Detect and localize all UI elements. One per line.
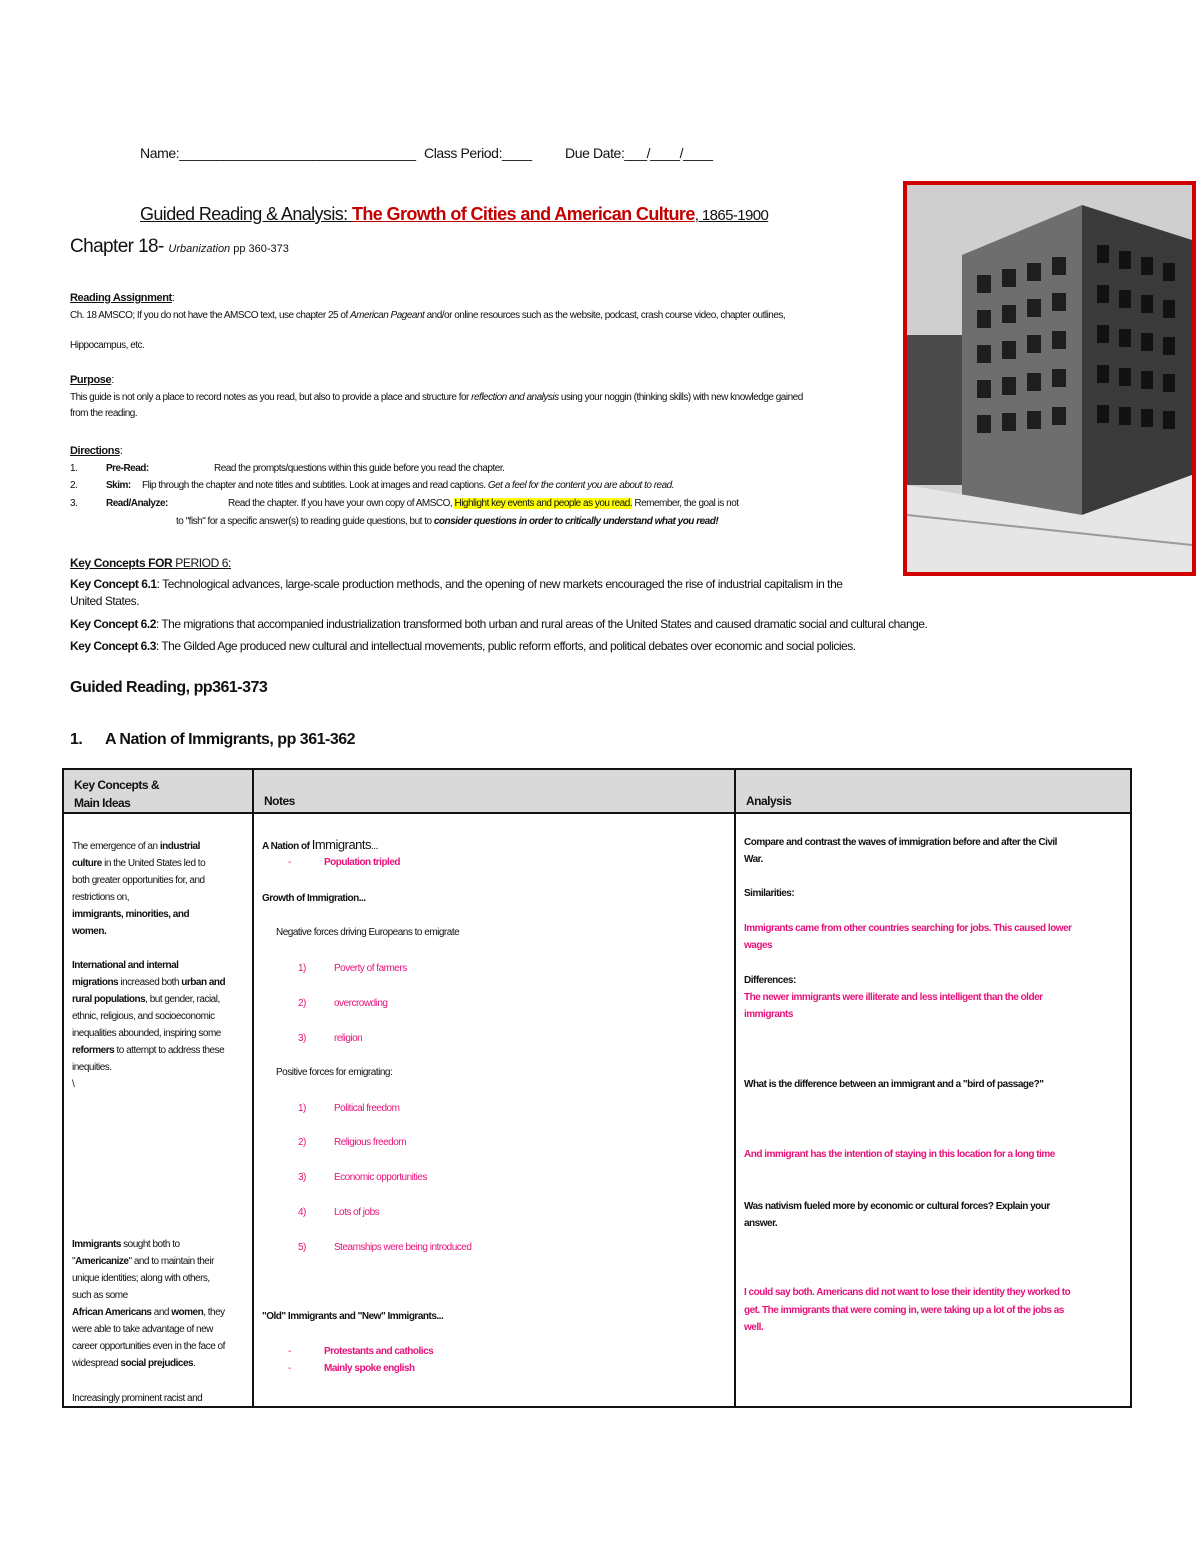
text: Economic opportunities (334, 1172, 427, 1183)
col-analysis-header (735, 769, 1131, 813)
direction-label: Pre-Read: (106, 463, 149, 474)
key-concept-3-text: : The Gilded Age produced new cultural and intellectual movements, public reform efforts, and political debates over economic and social policies. (155, 639, 856, 653)
notes-heading-1 (262, 836, 378, 855)
key-concepts-cell (63, 813, 253, 1407)
num: 3) (298, 1172, 306, 1183)
direction-text-bold-italic: consider questions in order to critically understand what you read! (433, 516, 719, 527)
similarities-answer-1: Immigrants came from other countries searching for jobs. This caused lower (744, 923, 1072, 934)
purpose-line-2: from the reading. (70, 408, 138, 419)
direction-text-c: Remember, the goal is not (632, 498, 739, 509)
text: reformers (72, 1045, 115, 1056)
direction-item-3-line-2 (176, 515, 718, 529)
key-concept-1-line-2: United States. (70, 594, 140, 608)
notes-heading-3: "Old" Immigrants and "New" Immigrants... (262, 1311, 444, 1322)
positive-force-item (298, 1204, 379, 1221)
reading-line1-a: Ch. 18 AMSCO; If you do not have the AMSCO text, use chapter 25 of (70, 310, 351, 321)
text: , they (203, 1307, 225, 1318)
question-3-answer-1: I could say both. Americans did not want to lose their identity they worked to (744, 1287, 1071, 1298)
text: women. (72, 926, 107, 937)
purpose-line1-a: This guide is not only a place to record notes as you read, but also to provide a place and structure for (70, 392, 472, 403)
text: in the United States led to (101, 858, 206, 869)
text: religion (334, 1033, 363, 1044)
direction-num: 1. (70, 463, 78, 474)
col-key-concepts-header (63, 769, 253, 813)
notes-item (288, 1343, 433, 1360)
directions-colon: : (119, 445, 123, 457)
key-concept-3-label: Key Concept 6.3 (70, 639, 156, 653)
notes-table (62, 768, 1132, 1408)
direction-num: 3. (70, 498, 78, 509)
text: overcrowding (334, 998, 388, 1009)
text: and (151, 1307, 172, 1318)
text: Poverty of farmers (334, 963, 407, 974)
text: inequities. (72, 1062, 112, 1073)
num: 1) (298, 1103, 306, 1114)
concept-block-4: Increasingly prominent racist and (72, 1393, 203, 1404)
text: Americanize (75, 1256, 129, 1267)
text: Lots of jobs (334, 1207, 380, 1218)
positive-force-item (298, 1239, 471, 1256)
col-3-header: Analysis (746, 794, 792, 808)
dash: - (288, 857, 291, 868)
text: " (72, 1256, 76, 1267)
question-1-line-1: Compare and contrast the waves of immigration before and after the Civil (744, 837, 1057, 848)
section-1-heading (70, 731, 355, 749)
notes-item (288, 854, 400, 871)
purpose-heading-text: Purpose (70, 374, 112, 386)
direction-highlight: Highlight key events and people as you read. (454, 498, 633, 509)
reading-colon: : (171, 292, 175, 304)
text: Mainly spoke english (324, 1363, 415, 1374)
direction-label: Read/Analyze: (106, 498, 168, 509)
negative-forces-label: Negative forces driving Europeans to emigrate (276, 927, 460, 938)
text: The emergence of an (72, 841, 160, 852)
title-red: The Growth of Cities and American Culture (351, 204, 695, 224)
text: Immigrants (311, 837, 372, 852)
key-concept-2-label: Key Concept 6.2 (70, 617, 156, 631)
title-prefix: Guided Reading & Analysis: (140, 204, 352, 224)
reading-heading (70, 292, 174, 304)
text: culture (72, 858, 102, 869)
purpose-colon: : (111, 374, 114, 386)
directions-heading (70, 445, 122, 457)
chapter-pages: pp 360-373 (230, 243, 289, 255)
text: women (171, 1307, 204, 1318)
question-3-answer-2: get. The immigrants that were coming in, were taking up a lot of the jobs as (744, 1305, 1064, 1316)
text: \ (72, 1079, 75, 1090)
direction-text: Flip through the chapter and note titles and subtitles. Look at images and read captions. (142, 480, 488, 491)
section-1-num: 1. (70, 731, 83, 748)
analysis-cell (735, 813, 1131, 1407)
directions-heading-text: Directions (70, 445, 120, 457)
num: 5) (298, 1242, 306, 1253)
text: Political freedom (334, 1103, 400, 1114)
chapter-label: Chapter 18- (70, 236, 169, 257)
reading-line-1 (70, 309, 785, 323)
key-concepts-heading (70, 556, 231, 570)
similarities-answer-2: wages (744, 940, 773, 951)
num: 2) (298, 998, 306, 1009)
direction-text: to "fish" for a specific answer(s) to reading guide questions, but to (176, 516, 434, 527)
direction-label: Skim: (106, 480, 131, 491)
question-1-line-2: War. (744, 854, 763, 865)
text: ethnic, religious, and socioeconomic (72, 1011, 215, 1022)
building-photo (903, 181, 1196, 576)
notes-cell (253, 813, 735, 1407)
text: increased both (118, 977, 182, 988)
text: , but gender, racial, (145, 994, 220, 1005)
concept-block-2 (72, 957, 248, 1093)
direction-item-2 (70, 479, 674, 493)
num: 3) (298, 1033, 306, 1044)
direction-item-3 (70, 497, 739, 511)
col-2-header: Notes (264, 794, 295, 808)
text: widespread (72, 1358, 121, 1369)
text: immigrants, minorities, and (72, 909, 190, 920)
text: both greater opportunities for, and (72, 875, 205, 886)
text: career opportunities even in the face of (72, 1341, 225, 1352)
name-field: Name:________________________________ (140, 145, 416, 161)
key-concept-2-text: : The migrations that accompanied industrialization transformed both urban and rural areas of the United States and caused dramatic social and cultural change. (155, 617, 928, 631)
text: " and to maintain their (128, 1256, 214, 1267)
negative-force-item (298, 995, 387, 1012)
chapter-sub: Urbanization (168, 243, 231, 255)
similarities-label: Similarities: (744, 888, 795, 899)
concept-block-1 (72, 838, 248, 940)
direction-text-italic: Get a feel for the content you are about to read. (487, 480, 675, 491)
negative-force-item (298, 960, 407, 977)
question-2: What is the difference between an immigrant and a "bird of passage?" (744, 1079, 1044, 1090)
col-notes-header (253, 769, 735, 813)
text: Population tripled (324, 857, 400, 868)
text: Protestants and catholics (324, 1346, 434, 1357)
positive-forces-label: Positive forces for emigrating: (276, 1067, 393, 1078)
purpose-line1-c: using your noggin (thinking skills) with new knowledge gained (558, 392, 803, 403)
key-concept-1 (70, 574, 910, 594)
num: 2) (298, 1137, 306, 1148)
guided-reading-heading: Guided Reading, pp361-373 (70, 679, 268, 696)
question-3-line-1: Was nativism fueled more by economic or cultural forces? Explain your (744, 1201, 1050, 1212)
due-date-field: Due Date:___/____/____ (565, 145, 713, 161)
text: urban and (181, 977, 226, 988)
notes-heading-2: Growth of Immigration... (262, 893, 366, 904)
text: to attempt to address these (114, 1045, 225, 1056)
positive-force-item (298, 1169, 427, 1186)
building-icon (907, 185, 1192, 572)
text: social prejudices (120, 1358, 194, 1369)
text: migrations (72, 977, 119, 988)
text: Immigrants (72, 1239, 121, 1250)
reading-line1-b: American Pageant (350, 310, 425, 321)
text: restrictions on, (72, 892, 130, 903)
dash: - (288, 1346, 291, 1357)
question-3-answer-3: well. (744, 1322, 764, 1333)
dash: - (288, 1363, 291, 1374)
differences-label: Differences: (744, 975, 796, 986)
col-1-header-line-1: Key Concepts & (74, 778, 160, 792)
differences-answer-1: The newer immigrants were illiterate and less intelligent than the older (744, 992, 1043, 1003)
key-concept-1-text: : Technological advances, large-scale production methods, and the opening of new markets encouraged the rise of industrial capitalism in the (156, 577, 843, 591)
num: 1) (298, 963, 306, 974)
reading-line1-c: and/or online resources such as the website, podcast, crash course video, chapter outlines, (424, 310, 786, 321)
direction-text: Read the chapter. If you have your own copy of AMSCO, (228, 498, 455, 509)
purpose-line-1 (70, 391, 803, 405)
text: A Nation of (262, 841, 312, 852)
purpose-heading (70, 374, 114, 386)
text: . (193, 1358, 196, 1369)
key-concepts-heading-b: PERIOD 6: (172, 556, 231, 570)
key-concept-3 (70, 639, 856, 653)
text: rural populations (72, 994, 146, 1005)
key-concept-1-label: Key Concept 6.1 (70, 577, 157, 591)
num: 4) (298, 1207, 306, 1218)
text: Steamships were being introduced (334, 1242, 472, 1253)
text: inequalities abounded, inspiring some (72, 1028, 221, 1039)
direction-num: 2. (70, 480, 78, 491)
text: unique identities; along with others, (72, 1273, 210, 1284)
text: industrial (159, 841, 200, 852)
text: ... (371, 841, 378, 852)
notes-item (288, 1360, 415, 1377)
direction-text: Read the prompts/questions within this guide before you read the chapter. (214, 463, 505, 474)
positive-force-item (298, 1134, 406, 1151)
question-3-line-2: answer. (744, 1218, 778, 1229)
chapter-heading (70, 236, 289, 258)
text: African Americans (72, 1307, 152, 1318)
text: International and internal (72, 960, 179, 971)
negative-force-item (298, 1030, 362, 1047)
text: were able to take advantage of new (72, 1324, 213, 1335)
purpose-line1-b: reflection and analysis (471, 392, 559, 403)
reading-heading-text: Reading Assignment (70, 292, 172, 304)
differences-answer-2: immigrants (744, 1009, 793, 1020)
section-1-title: A Nation of Immigrants, pp 361-362 (105, 731, 356, 748)
direction-item-1 (70, 462, 504, 476)
reading-line-2: Hippocampus, etc. (70, 340, 145, 351)
text: sought both to (120, 1239, 180, 1250)
key-concepts-heading-a: Key Concepts FOR (70, 556, 173, 570)
text: such as some (72, 1290, 128, 1301)
page-title (140, 204, 768, 225)
title-suffix: , 1865-1900 (694, 207, 769, 224)
concept-block-3 (72, 1236, 248, 1372)
class-period-field: Class Period:____ (424, 145, 532, 161)
positive-force-item (298, 1100, 399, 1117)
key-concept-2 (70, 617, 927, 631)
question-2-answer: And immigrant has the intention of staying in this location for a long time (744, 1149, 1055, 1160)
col-1-header-line-2: Main Ideas (74, 796, 131, 810)
text: Religious freedom (334, 1137, 407, 1148)
